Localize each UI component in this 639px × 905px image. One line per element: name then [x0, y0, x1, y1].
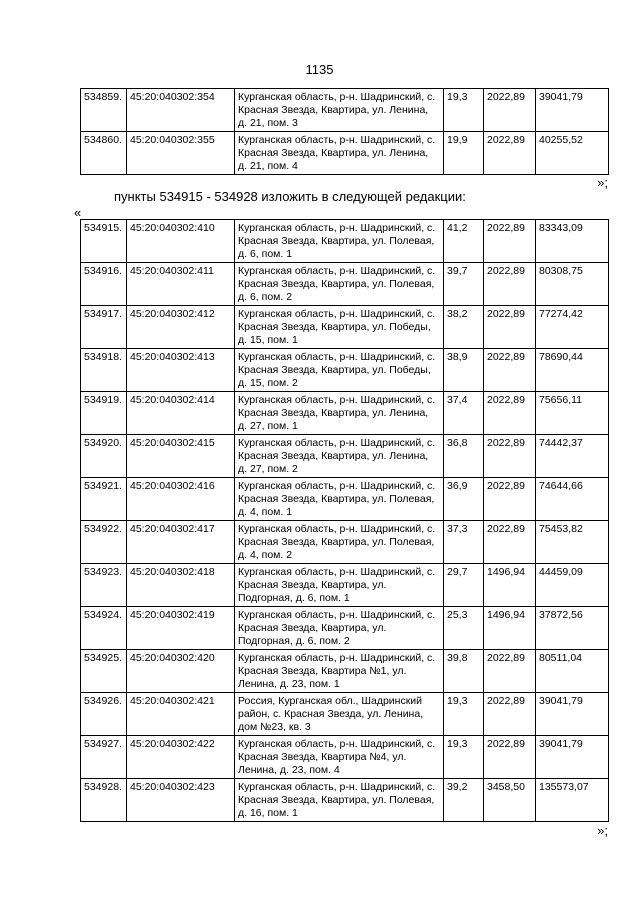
- address-cell: Россия, Курганская обл., Шадринский район, с. Красная Звезда, ул. Ленина, дом №23, кв. 3: [235, 693, 444, 736]
- table-row: [81, 478, 609, 521]
- address-cell: Курганская область, р-н. Шадринский, с. Красная Звезда, Квартира, ул. Ленина, д. 27, пом. 2: [235, 435, 444, 478]
- rate-cell: 2022,89: [484, 650, 536, 693]
- area-cell: 37,4: [444, 392, 484, 435]
- address-cell: Курганская область, р-н. Шадринский, с. Красная Звезда, Квартира, ул. Ленина, д. 21, пом. 4: [235, 132, 444, 175]
- value-cell: 37872,56: [536, 607, 609, 650]
- value-cell: 39041,79: [536, 89, 609, 132]
- address-cell: Курганская область, р-н. Шадринский, с. Красная Звезда, Квартира, ул. Победы, д. 15, пом. 1: [235, 306, 444, 349]
- cadastral-number-cell: 45:20:040302:412: [127, 306, 235, 349]
- cadastral-number-cell: 45:20:040302:414: [127, 392, 235, 435]
- table-row: [81, 306, 609, 349]
- address-cell: Курганская область, р-н. Шадринский, с. Красная Звезда, Квартира, ул. Ленина, д. 21, пом. 3: [235, 89, 444, 132]
- row-number-cell: 534924.: [81, 607, 127, 650]
- cadastral-number-cell: 45:20:040302:410: [127, 220, 235, 263]
- rate-cell: 2022,89: [484, 306, 536, 349]
- area-cell: 39,7: [444, 263, 484, 306]
- rate-cell: 2022,89: [484, 693, 536, 736]
- rate-cell: 2022,89: [484, 132, 536, 175]
- row-number-cell: 534923.: [81, 564, 127, 607]
- cadastral-number-cell: 45:20:040302:355: [127, 132, 235, 175]
- row-number-cell: 534925.: [81, 650, 127, 693]
- row-number-cell: 534915.: [81, 220, 127, 263]
- value-cell: 39041,79: [536, 736, 609, 779]
- cadastral-number-cell: 45:20:040302:417: [127, 521, 235, 564]
- area-cell: 29,7: [444, 564, 484, 607]
- table-row: [81, 607, 609, 650]
- area-cell: 19,3: [444, 89, 484, 132]
- table-row: [81, 779, 609, 822]
- registry-table-top: [80, 88, 609, 175]
- address-cell: Курганская область, р-н. Шадринский, с. Красная Звезда, Квартира, ул. Полевая, д. 6, пом. 2: [235, 263, 444, 306]
- cadastral-number-cell: 45:20:040302:421: [127, 693, 235, 736]
- area-cell: 19,9: [444, 132, 484, 175]
- rate-cell: 2022,89: [484, 435, 536, 478]
- opening-quote: «: [74, 205, 82, 220]
- table-row: [81, 736, 609, 779]
- address-cell: Курганская область, р-н. Шадринский, с. Красная Звезда, Квартира №4, ул. Ленина, д. 23, пом. 4: [235, 736, 444, 779]
- area-cell: 37,3: [444, 521, 484, 564]
- row-number-cell: 534917.: [81, 306, 127, 349]
- amendment-instruction: пункты 534915 - 534928 изложить в следующей редакции:: [114, 189, 466, 204]
- value-cell: 39041,79: [536, 693, 609, 736]
- address-cell: Курганская область, р-н. Шадринский, с. Красная Звезда, Квартира, ул. Полевая, д. 4, пом. 2: [235, 521, 444, 564]
- closing-quote: »;: [597, 823, 608, 838]
- table-row: [81, 349, 609, 392]
- address-cell: Курганская область, р-н. Шадринский, с. Красная Звезда, Квартира, ул. Победы, д. 15, пом. 2: [235, 349, 444, 392]
- rate-cell: 2022,89: [484, 89, 536, 132]
- area-cell: 25,3: [444, 607, 484, 650]
- table-row: [81, 132, 609, 175]
- table-row: [81, 693, 609, 736]
- table-row: [81, 564, 609, 607]
- area-cell: 39,8: [444, 650, 484, 693]
- rate-cell: 2022,89: [484, 521, 536, 564]
- area-cell: 36,8: [444, 435, 484, 478]
- row-number-cell: 534918.: [81, 349, 127, 392]
- value-cell: 74442,37: [536, 435, 609, 478]
- rate-cell: 2022,89: [484, 478, 536, 521]
- area-cell: 41,2: [444, 220, 484, 263]
- cadastral-number-cell: 45:20:040302:413: [127, 349, 235, 392]
- address-cell: Курганская область, р-н. Шадринский, с. Красная Звезда, Квартира, ул. Полевая, д. 4, пом. 1: [235, 478, 444, 521]
- row-number-cell: 534916.: [81, 263, 127, 306]
- area-cell: 19,3: [444, 736, 484, 779]
- rate-cell: 2022,89: [484, 263, 536, 306]
- address-cell: Курганская область, р-н. Шадринский, с. Красная Звезда, Квартира, ул. Ленина, д. 27, пом. 1: [235, 392, 444, 435]
- row-number-cell: 534927.: [81, 736, 127, 779]
- row-number-cell: 534928.: [81, 779, 127, 822]
- cadastral-number-cell: 45:20:040302:418: [127, 564, 235, 607]
- address-cell: Курганская область, р-н. Шадринский, с. Красная Звезда, Квартира, ул. Подгорная, д. 6, пом. 2: [235, 607, 444, 650]
- cadastral-number-cell: 45:20:040302:423: [127, 779, 235, 822]
- area-cell: 38,2: [444, 306, 484, 349]
- cadastral-number-cell: 45:20:040302:422: [127, 736, 235, 779]
- table-row: [81, 392, 609, 435]
- rate-cell: 2022,89: [484, 736, 536, 779]
- area-cell: 38,9: [444, 349, 484, 392]
- cadastral-number-cell: 45:20:040302:354: [127, 89, 235, 132]
- value-cell: 77274,42: [536, 306, 609, 349]
- table-row: [81, 521, 609, 564]
- cadastral-number-cell: 45:20:040302:411: [127, 263, 235, 306]
- rate-cell: 2022,89: [484, 349, 536, 392]
- value-cell: 75453,82: [536, 521, 609, 564]
- address-cell: Курганская область, р-н. Шадринский, с. Красная Звезда, Квартира №1, ул. Ленина, д. 23, пом. 1: [235, 650, 444, 693]
- rate-cell: 2022,89: [484, 392, 536, 435]
- row-number-cell: 534920.: [81, 435, 127, 478]
- address-cell: Курганская область, р-н. Шадринский, с. Красная Звезда, Квартира, ул. Подгорная, д. 6, пом. 1: [235, 564, 444, 607]
- row-number-cell: 534921.: [81, 478, 127, 521]
- address-cell: Курганская область, р-н. Шадринский, с. Красная Звезда, Квартира, ул. Полевая, д. 16, пом. 1: [235, 779, 444, 822]
- table-row: [81, 263, 609, 306]
- table-row: [81, 435, 609, 478]
- area-cell: 39,2: [444, 779, 484, 822]
- area-cell: 36,9: [444, 478, 484, 521]
- value-cell: 44459,09: [536, 564, 609, 607]
- value-cell: 80308,75: [536, 263, 609, 306]
- value-cell: 78690,44: [536, 349, 609, 392]
- row-number-cell: 534860.: [81, 132, 127, 175]
- rate-cell: 1496,94: [484, 564, 536, 607]
- value-cell: 83343,09: [536, 220, 609, 263]
- value-cell: 74644,66: [536, 478, 609, 521]
- value-cell: 135573,07: [536, 779, 609, 822]
- row-number-cell: 534919.: [81, 392, 127, 435]
- rate-cell: 3458,50: [484, 779, 536, 822]
- page-number: 1135: [305, 62, 334, 77]
- value-cell: 40255,52: [536, 132, 609, 175]
- address-cell: Курганская область, р-н. Шадринский, с. Красная Звезда, Квартира, ул. Полевая, д. 6, пом. 1: [235, 220, 444, 263]
- registry-table-main: [80, 219, 609, 822]
- value-cell: 80511,04: [536, 650, 609, 693]
- cadastral-number-cell: 45:20:040302:420: [127, 650, 235, 693]
- row-number-cell: 534926.: [81, 693, 127, 736]
- row-number-cell: 534922.: [81, 521, 127, 564]
- rate-cell: 1496,94: [484, 607, 536, 650]
- area-cell: 19,3: [444, 693, 484, 736]
- table-row: [81, 220, 609, 263]
- rate-cell: 2022,89: [484, 220, 536, 263]
- cadastral-number-cell: 45:20:040302:415: [127, 435, 235, 478]
- cadastral-number-cell: 45:20:040302:416: [127, 478, 235, 521]
- table-row: [81, 89, 609, 132]
- closing-quote: »;: [597, 175, 608, 190]
- row-number-cell: 534859.: [81, 89, 127, 132]
- value-cell: 75656,11: [536, 392, 609, 435]
- table-row: [81, 650, 609, 693]
- cadastral-number-cell: 45:20:040302:419: [127, 607, 235, 650]
